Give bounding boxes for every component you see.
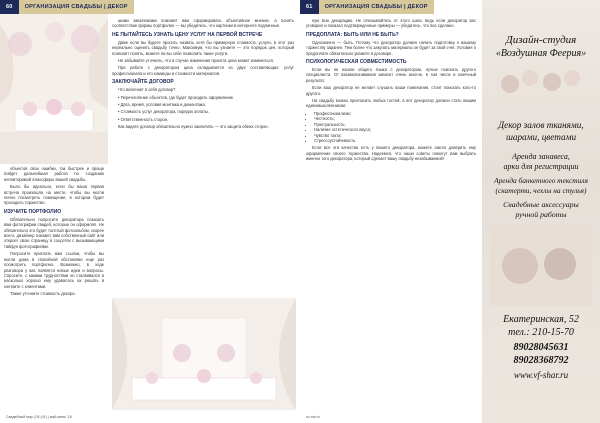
list-item: • Чувство такта; (314, 133, 476, 138)
right-page-header (300, 0, 434, 14)
right-page (300, 0, 600, 423)
ad-decor-studio (482, 0, 600, 423)
left-column-1 (4, 166, 104, 299)
ad-title: Дизайн-студия (505, 34, 577, 46)
paragraph: Как видите договор обязательно нужно заключать — это защита обеих сторон. (118, 124, 269, 130)
paragraph: Если ваш декоратор не желает слушать ваши пожелания, стоит поискать кого-то другого. (306, 85, 476, 96)
banquet-hall-photo (112, 298, 296, 410)
flower-decor-icon (490, 226, 592, 306)
paragraph: Было бы идеально, если бы ваша первая встреча произошла на месте, чтобы вы могли лично посмотреть помещение, в котором будет проходить торжество. (4, 184, 104, 206)
left-page-header (0, 0, 134, 14)
list-item: • Стрессоустойчивость. (314, 138, 476, 143)
paragraph: Если вы не нашли общего языка с декоратором, лучше поискать другого специалиста. От взаимопонимания зависит очень многое, в том числе и конечный результат. (306, 67, 476, 83)
paragraph: Также уточните стоимость декора. (10, 291, 76, 297)
section-title: ОРГАНИЗАЦИЯ СВАДЬБЫ | ДЕКОР (19, 0, 134, 14)
ad-studio-name: «Воздушная Феерия» (495, 48, 587, 59)
paragraph: • Дата, время, условия монтажа и демонтажа. (118, 102, 206, 108)
balloon-decor-icon (490, 64, 592, 114)
left-column-2 (112, 18, 294, 132)
paragraph: Не забывайте уточнить, что в случае изменения проекта цена может измениться. (118, 58, 274, 64)
paragraph: Попросите прислать вам ссылки, чтобы вы могли дома в спокойной обстановке еще раз посмотреть портфолио. Возможно, в ходе разговора у вас появятся новые идеи и вопросы. Спросите, с какими трудностями он сталкивался и насколько хорошо ему удавалось их решать в контакте с клиентами. (4, 251, 104, 289)
heading-prepayment: ПРЕДОПЛАТА: БЫТЬ ИЛИ НЕ БЫТЬ? (306, 31, 399, 38)
ad-service-6: (скатерти, чехлы на стулья) (495, 186, 587, 195)
list-item: • Наличие эстетического вкуса; (314, 127, 476, 132)
paragraph: • Стоимость услуг декоратора, порядок оплаты. (118, 109, 210, 115)
page-number: 61 (300, 0, 319, 14)
left-footer: Свадебный мир | 05 (41) | май-июнь '18 (6, 415, 72, 419)
ad-service-4: арки для регистрации (503, 162, 579, 171)
page-number: 60 (0, 0, 19, 14)
heading-portfolio: ИЗУЧИТЕ ПОРТФОЛИО (4, 208, 62, 215)
heading-contract: ЗАКЛЮЧАЙТЕ ДОГОВОР (112, 79, 174, 86)
list-item: • Честность; (314, 116, 476, 121)
paragraph: Однозначно — быть. Потому что декоратор должен начать подготовку к вашему торжеству заранее. Тем более что закупать материалы он будет за свой счет. Условия о предоплате обязательно укажите в договоре. (306, 39, 476, 56)
paragraph: шими заказчиками поможет вам сформировать объективное мнение, а понять соответствие формы портфолио — вы убедитесь, что картинки в интернете подлинные. (112, 18, 294, 29)
ad-service-7: Свадебные аксессуары (503, 200, 579, 209)
wedding-hall-photo (0, 14, 108, 164)
paragraph: Обязательно попросите декоратора показать вам фотографии свадеб, которые он оформлял. Не обязательно это будет толстый фотоальбом, скорее всего, дизайнер покажет вам собственный сайт или откроет свою страницу в соцсетях с вызывающими тайфун фотографиями. (4, 216, 104, 249)
ad-service-5: Аренда банкетного текстиля (494, 176, 588, 185)
paragraph: • Перечисление объектов, где будет проходить оформление. (118, 94, 235, 100)
heading-compatibility: ПСИХОЛОГИЧЕСКАЯ СОВМЕСТИМОСТЬ (306, 59, 407, 66)
paragraph: Если все эти качества есть у вашего декоратора, можете смело доверить ему оформление своего торжества. Надеемся, что наши советы помогут вам выбрать именно того декоратора, который сделает вашу свадьбу незабываемой! (306, 145, 476, 162)
ad-phone-2: 89028045631 (513, 342, 569, 353)
right-column-1 (306, 18, 476, 164)
paragraph: Даже если вы будете просить назвать хотя бы примерную стоимость услуги, в этот раз нереально оценить свадьбу точно. Максимум, что вы узнаете — это порядок цен, который позволит понять, можете ли вы себе позволить такие услуги. (112, 39, 294, 56)
ad-phone-1: тел.: 210-15-70 (508, 327, 574, 338)
section-title: ОРГАНИЗАЦИЯ СВАДЬБЫ | ДЕКОР (319, 0, 434, 14)
right-footer: sv-mir.ru (306, 415, 320, 419)
heading-dont-rush: НЕ ПЫТАЙТЕСЬ УЗНАТЬ ЦЕНУ УСЛУГ НА ПЕРВОЙ ВСТРЕЧЕ (112, 31, 263, 38)
paragraph: При работе с декоратором цена складывается из двух составляющих: услуг профессионала и его команды и стоимости материалов. (112, 65, 294, 76)
ad-service-2: шарами, цветами (505, 132, 577, 142)
paragraph: ную всю декорацию. Не отказывайтесь от этого шага, ведь если декоратор вас уговорил и показал подтвержденные примеры — убедитесь, что все сделано. (306, 18, 476, 29)
list-item: • Пунктуальность; (314, 122, 476, 127)
ad-phone-3: 89028368792 (513, 355, 569, 366)
ad-address: Екатеринская, 52 (503, 314, 579, 325)
paragraph: объектов свои ошибки, так быстрее и проще пойдет дальнейшая работа по созданию неповторимой атмосферы вашей свадьбы. (4, 166, 104, 182)
paragraph: Что включает в себя договор? (118, 87, 176, 93)
paragraph: На свадьбу можно пригласить любых гостей, а вот декоратор должен стать вашим единомышленником: (306, 98, 476, 109)
ad-service-1: Декор залов тканями, (498, 120, 584, 130)
list-item: • Профессионализм; (314, 111, 476, 116)
qualities-list (306, 111, 476, 143)
ad-website[interactable]: www.vf-shar.ru (513, 370, 569, 380)
paragraph: • Ответственность сторон. (118, 116, 169, 122)
ad-service-3: Аренда занавеса, (512, 152, 570, 161)
ad-service-8: ручной работы (515, 210, 567, 219)
